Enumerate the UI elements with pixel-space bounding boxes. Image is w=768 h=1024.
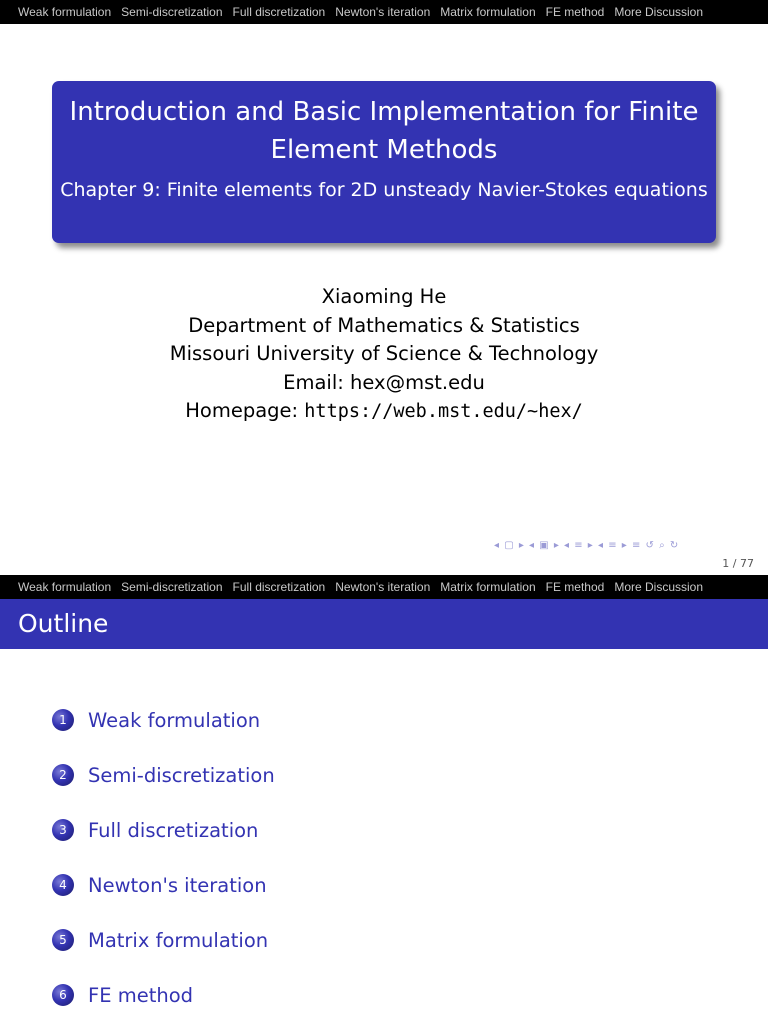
- outline-item-label: Semi-discretization: [88, 763, 275, 787]
- nav-more-discussion[interactable]: More Discussion: [614, 5, 704, 19]
- nav-fe-method[interactable]: FE method: [545, 5, 605, 19]
- author-block: [0, 283, 768, 427]
- nav-weak-formulation[interactable]: Weak formulation: [18, 5, 112, 19]
- number-ball-icon: 4: [52, 874, 74, 896]
- outline-item-label: Full discretization: [88, 818, 259, 842]
- nav-newtons-iteration[interactable]: Newton's iteration: [335, 5, 431, 19]
- nav-full-discretization[interactable]: Full discretization: [232, 5, 326, 19]
- outline-item-label: Weak formulation: [88, 708, 261, 732]
- title-box: [52, 81, 716, 243]
- top-navbar: [0, 0, 768, 24]
- nav-fe-method[interactable]: FE method: [545, 580, 605, 594]
- outline-item-label: FE method: [88, 983, 194, 1007]
- homepage-link[interactable]: https://web.mst.edu/~hex/: [304, 401, 583, 422]
- presentation-title: Introduction and Basic Implementation for Finite Element Methods: [69, 97, 699, 165]
- number-ball-icon: 3: [52, 819, 74, 841]
- presentation-subtitle: Chapter 9: Finite elements for 2D unsteady Navier-Stokes equations: [60, 179, 708, 201]
- nav-semi-discretization[interactable]: Semi-discretization: [121, 5, 223, 19]
- homepage-label: Homepage:: [185, 399, 299, 422]
- nav-matrix-formulation[interactable]: Matrix formulation: [440, 580, 536, 594]
- outline-item-matrix-formulation[interactable]: [52, 925, 268, 955]
- email-label: Email:: [283, 370, 344, 394]
- number-ball-icon: 2: [52, 764, 74, 786]
- beamer-navigation-icons[interactable]: ◂ ▢ ▸ ◂ ▣ ▸ ◂ ≡ ▸ ◂ ≡ ▸ ≡ ↺ ⌕ ↻: [494, 540, 680, 551]
- homepage-line: [0, 397, 768, 427]
- nav-matrix-formulation[interactable]: Matrix formulation: [440, 5, 536, 19]
- outline-item-semi-discretization[interactable]: [52, 760, 275, 790]
- nav-newtons-iteration[interactable]: Newton's iteration: [335, 580, 431, 594]
- outline-item-full-discretization[interactable]: [52, 815, 258, 845]
- outline-item-label: Matrix formulation: [88, 928, 269, 952]
- email-line: [0, 369, 768, 398]
- outline-item-weak-formulation[interactable]: [52, 705, 260, 735]
- department: Department of Mathematics & Statistics: [188, 313, 580, 337]
- frame-title: Outline: [0, 599, 768, 649]
- outline-item-fe-method[interactable]: [52, 980, 193, 1010]
- nav-semi-discretization[interactable]: Semi-discretization: [121, 580, 223, 594]
- university: Missouri University of Science & Technology: [169, 342, 599, 365]
- number-ball-icon: 1: [52, 709, 74, 731]
- author-name: Xiaoming He: [321, 285, 447, 308]
- email-address[interactable]: hex@mst.edu: [350, 370, 485, 394]
- page-number: 1 / 77: [722, 557, 754, 570]
- top-navbar-slide-2: [0, 575, 768, 599]
- outline-item-newtons-iteration[interactable]: [52, 870, 267, 900]
- nav-more-discussion[interactable]: More Discussion: [614, 580, 704, 594]
- nav-full-discretization[interactable]: Full discretization: [232, 580, 326, 594]
- number-ball-icon: 6: [52, 984, 74, 1006]
- outline-item-label: Newton's iteration: [88, 873, 267, 897]
- nav-weak-formulation[interactable]: Weak formulation: [18, 580, 112, 594]
- number-ball-icon: 5: [52, 929, 74, 951]
